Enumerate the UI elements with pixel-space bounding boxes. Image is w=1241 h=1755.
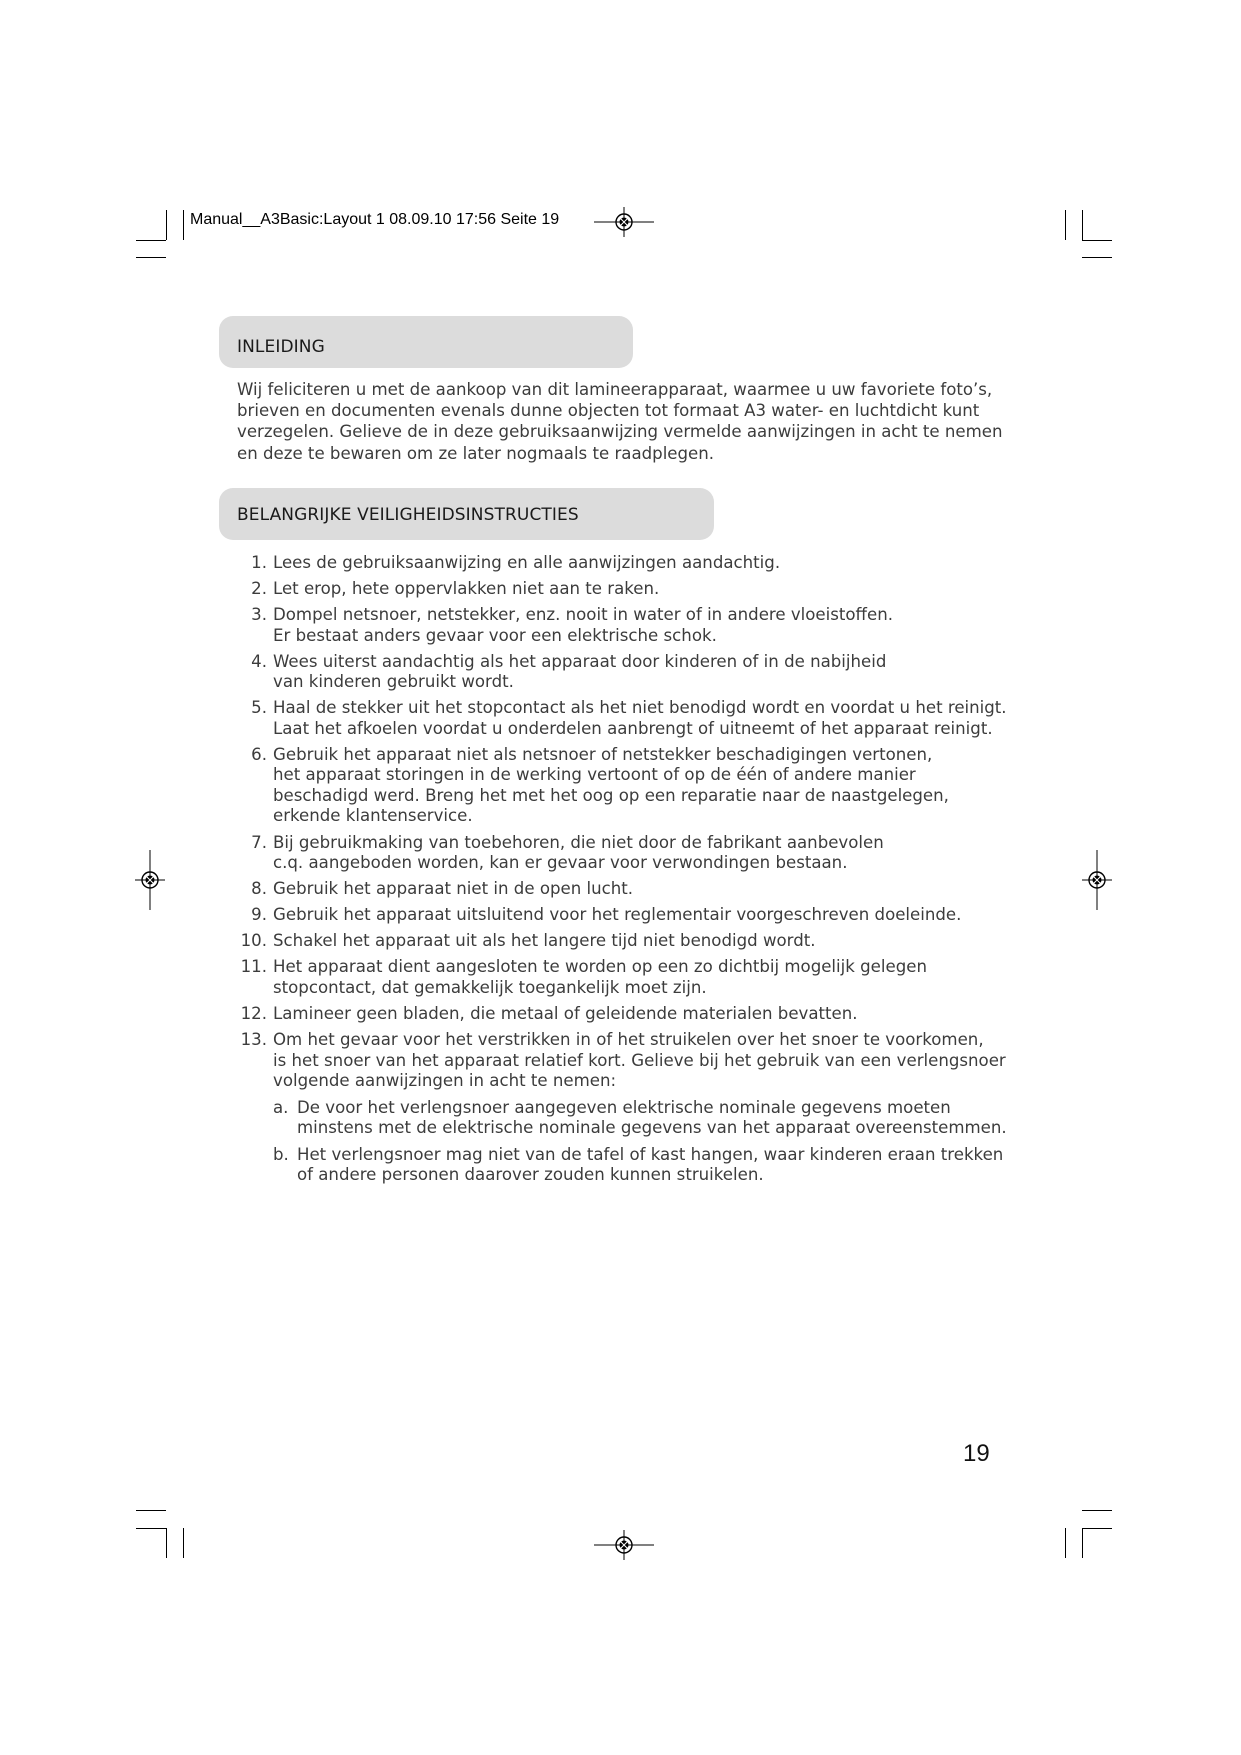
list-text: Schakel het apparaat uit als het langere tijd niet benodigd wordt.	[273, 931, 816, 951]
sub-list	[273, 1098, 1007, 1186]
list-text: Gebruik het apparaat niet in de open lucht.	[273, 879, 634, 899]
list-number: 9.	[251, 905, 267, 925]
list-text: Dompel netsnoer, netstekker, enz. nooit in water of in andere vloeistoffen.	[273, 605, 893, 625]
list-text: Het apparaat dient aangesloten te worden op een zo dichtbij mogelijk gelegen	[273, 957, 927, 977]
intro-paragraph	[237, 379, 1007, 464]
registration-mark-icon	[135, 850, 165, 910]
list-item	[237, 879, 1007, 900]
list-number: 6.	[251, 744, 267, 764]
registration-mark-icon	[594, 207, 654, 237]
list-item	[237, 553, 1007, 574]
intro-heading: INLEIDING	[237, 337, 325, 357]
list-item	[237, 931, 1007, 952]
list-number: 1.	[251, 553, 267, 572]
list-text: Gebruik het apparaat uitsluitend voor het reglementair voorgeschreven doeleinde.	[273, 905, 962, 925]
list-item	[237, 579, 1007, 600]
list-number: 3.	[251, 605, 267, 625]
registration-mark-icon	[1082, 850, 1112, 910]
intro-line: Wij feliciteren u met de aankoop van dit lamineerapparaat, waarmee u uw favoriete foto’s,	[237, 380, 993, 399]
page-number: 19	[963, 1440, 990, 1467]
list-item	[237, 605, 1007, 646]
list-number: 4.	[251, 651, 267, 671]
list-text: het apparaat storingen in de werking vertoont of op de één of andere manier	[273, 765, 916, 785]
sub-list-item	[273, 1145, 1007, 1186]
sub-list-letter: a.	[273, 1097, 289, 1117]
list-number: 11.	[240, 957, 267, 977]
sub-list-text: of andere personen daarover zouden kunnen struikelen.	[297, 1165, 764, 1185]
list-text: Bij gebruikmaking van toebehoren, die niet door de fabrikant aanbevolen	[273, 832, 884, 852]
list-text: beschadigd werd. Breng het met het oog op een reparatie naar de naastgelegen,	[273, 785, 949, 805]
list-text: c.q. aangeboden worden, kan er gevaar voor verwondingen bestaan.	[273, 853, 848, 873]
list-item	[237, 957, 1007, 998]
sub-list-text: Het verlengsnoer mag niet van de tafel of kast hangen, waar kinderen eraan trekken	[297, 1144, 1004, 1164]
safety-list	[237, 553, 1007, 1192]
list-text: is het snoer van het apparaat relatief kort. Gelieve bij het gebruik van een verlengsnoer	[273, 1050, 1006, 1070]
list-item	[237, 905, 1007, 926]
safety-heading: BELANGRIJKE VEILIGHEIDSINSTRUCTIES	[237, 505, 579, 525]
list-text: Laat het afkoelen voordat u onderdelen aanbrengt of uitneemt of het apparaat reinigt.	[273, 718, 993, 738]
list-item	[237, 652, 1007, 693]
registration-mark-icon	[594, 1530, 654, 1560]
list-item	[237, 745, 1007, 827]
list-number: 5.	[251, 698, 267, 718]
sub-list-text: De voor het verlengsnoer aangegeven elektrische nominale gegevens moeten	[297, 1097, 951, 1117]
list-number: 8.	[251, 879, 267, 899]
slug-line: Manual__A3Basic:Layout 1 08.09.10 17:56 Seite 19	[190, 211, 560, 228]
list-text: Let erop, hete oppervlakken niet aan te raken.	[273, 579, 660, 599]
list-text: erkende klantenservice.	[273, 806, 473, 826]
list-number: 12.	[240, 1004, 267, 1024]
intro-line: en deze te bewaren om ze later nogmaals te raadplegen.	[237, 443, 715, 463]
list-item	[237, 1030, 1007, 1186]
list-number: 13.	[240, 1030, 267, 1050]
sub-list-letter: b.	[273, 1144, 289, 1164]
list-text: Om het gevaar voor het verstrikken in of het struikelen over het snoer te voorkomen,	[273, 1030, 984, 1050]
intro-line: verzegelen. Gelieve de in deze gebruiksaanwijzing vermelde aanwijzingen in acht te nemen	[237, 422, 1003, 442]
list-text: stopcontact, dat gemakkelijk toegankelijk moet zijn.	[273, 977, 707, 997]
list-item	[237, 1004, 1007, 1025]
intro-line: brieven en documenten evenals dunne objecten tot formaat A3 water- en luchtdicht kunt	[237, 401, 980, 421]
list-number: 2.	[251, 579, 267, 599]
sub-list-item	[273, 1098, 1007, 1139]
list-text: Lamineer geen bladen, die metaal of geleidende materialen bevatten.	[273, 1004, 858, 1024]
list-text: Lees de gebruiksaanwijzing en alle aanwijzingen aandachtig.	[273, 553, 781, 572]
list-text: Wees uiterst aandachtig als het apparaat door kinderen of in de nabijheid	[273, 651, 887, 671]
list-number: 7.	[251, 832, 267, 852]
list-item	[237, 833, 1007, 874]
list-text: Haal de stekker uit het stopcontact als het niet benodigd wordt en voordat u het reinigt.	[273, 698, 1007, 718]
list-number: 10.	[240, 931, 267, 951]
list-text: Gebruik het apparaat niet als netsnoer of netstekker beschadigingen vertonen,	[273, 744, 933, 764]
list-text: van kinderen gebruikt wordt.	[273, 672, 514, 692]
list-text: volgende aanwijzingen in acht te nemen:	[273, 1071, 617, 1091]
list-item	[237, 698, 1007, 739]
sub-list-text: minstens met de elektrische nominale gegevens van het apparaat overeenstemmen.	[297, 1118, 1007, 1138]
list-text: Er bestaat anders gevaar voor een elektrische schok.	[273, 625, 717, 645]
